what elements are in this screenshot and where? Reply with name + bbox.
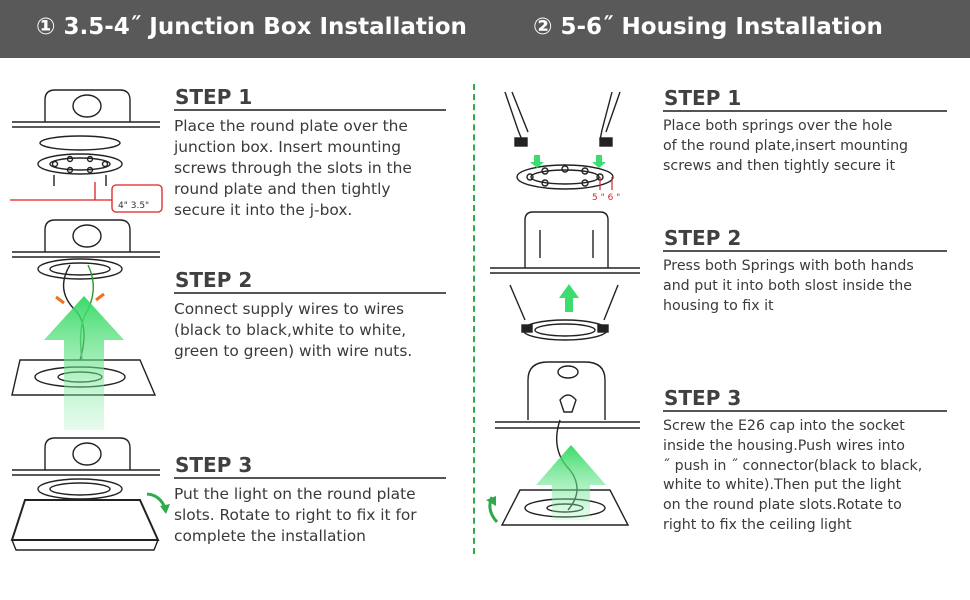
left-step1-diagram bbox=[12, 90, 160, 186]
left-step-2-title: STEP 2 bbox=[174, 268, 446, 294]
right-step-2 bbox=[663, 226, 947, 316]
right-step-2-title: STEP 2 bbox=[663, 226, 947, 252]
left-step-2-text: Connect supply wires to wires (black to black,white to white, green to green) with wire nuts. bbox=[174, 300, 413, 360]
left-push-arrow bbox=[44, 296, 124, 430]
right-step-3-text: Screw the E26 cap into the socket inside the housing.Push wires into ˝ push in ˝ connector(black to black, white to white).Then put the light on the round plate slots.Rotate to right to fix the ceiling light bbox=[663, 418, 923, 533]
left-step-1-title: STEP 1 bbox=[174, 85, 446, 111]
right-step1-diagram bbox=[505, 92, 620, 189]
right-step2-diagram bbox=[490, 212, 640, 340]
right-step-1-text: Place both springs over the hole of the round plate,insert mounting screws and then tightly secure it bbox=[663, 118, 909, 174]
left-size-label: 4" 3.5" bbox=[118, 201, 150, 211]
right-step-1-title: STEP 1 bbox=[663, 86, 947, 112]
right-step-3 bbox=[663, 386, 947, 536]
left-section-title: ① 3.5-4˝ Junction Box Installation bbox=[36, 14, 467, 40]
right-step2-up-arrow bbox=[559, 284, 579, 312]
left-step-1 bbox=[174, 85, 446, 221]
left-step-2 bbox=[174, 268, 446, 362]
left-step-3-text: Put the light on the round plate slots. Rotate to right to fix it for complete the installation bbox=[174, 485, 417, 545]
right-size-label: 5 " 6 " bbox=[592, 193, 621, 203]
left-step3-diagram bbox=[12, 438, 160, 550]
right-step-2-text: Press both Springs with both hands and put it into both slost inside the housing to fix it bbox=[663, 258, 914, 314]
right-step-3-title: STEP 3 bbox=[663, 386, 947, 412]
left-step-1-text: Place the round plate over the junction box. Insert mounting screws through the slots in the round plate and then tightly secure it into the j-box. bbox=[174, 117, 412, 219]
right-step-1 bbox=[663, 86, 947, 176]
right-section-title: ② 5-6˝ Housing Installation bbox=[533, 14, 883, 40]
left-step-3 bbox=[174, 453, 446, 547]
left-step-3-title: STEP 3 bbox=[174, 453, 446, 479]
